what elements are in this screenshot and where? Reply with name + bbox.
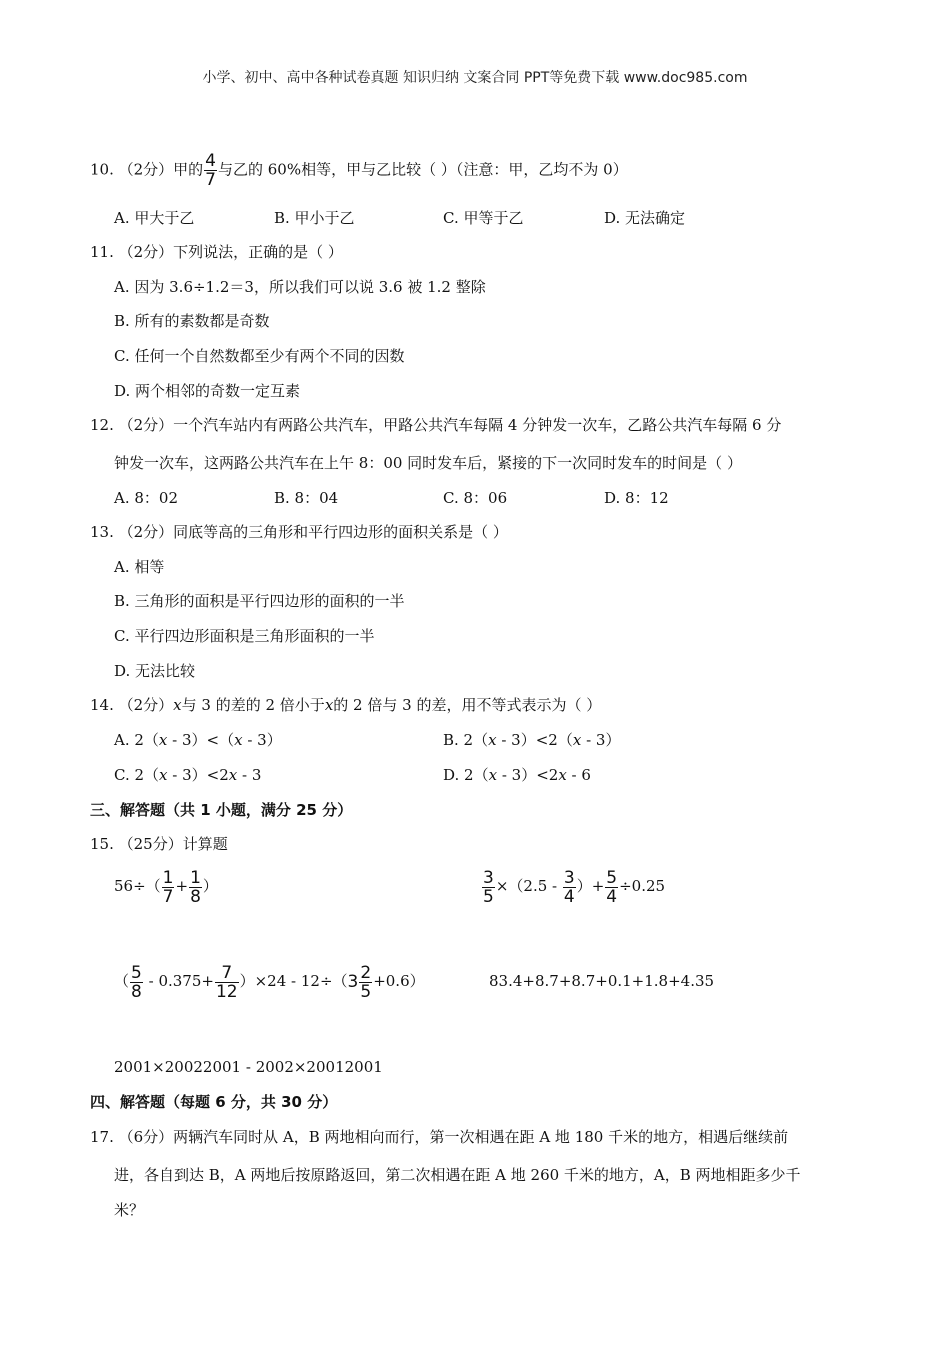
fraction <box>204 152 217 189</box>
q15-expression-1 <box>114 866 218 906</box>
fraction <box>563 869 576 906</box>
variable-x: x <box>159 766 168 784</box>
expr-text: +0.6） <box>373 972 425 990</box>
page-header: 小学、初中、高中各种试卷真题 知识归纳 文案合同 PPT等免费下载 www.doc985.com <box>202 70 748 86</box>
option-text: C. 2（ <box>114 766 160 784</box>
q11-option-c: C. 任何一个自然数都至少有两个不同的因数 <box>114 347 405 365</box>
question-17-line-2: 进，各自到达 B，A 两地后按原路返回，第二次相遇在距 A 地 260 千米的地方，A，B 两地相距多少千 <box>114 1166 801 1184</box>
expr-text: ÷0.25 <box>619 877 666 895</box>
section-4-title: 四、解答题（每题 6 分，共 30 分） <box>90 1093 338 1111</box>
fraction-numerator: 3 <box>563 867 575 888</box>
q12-option-a: A. 8：02 <box>114 489 178 507</box>
option-text: - 3）<2（ <box>496 731 573 749</box>
fraction-numerator: 1 <box>162 867 174 888</box>
q11-option-a: A. 因为 3.6÷1.2＝3，所以我们可以说 3.6 被 1.2 整除 <box>114 278 486 296</box>
option-text: B. 2（ <box>443 731 489 749</box>
option-text: - 3） <box>242 731 282 749</box>
q15-expression-5: 2001×20022001 - 2002×20012001 <box>114 1058 383 1076</box>
variable-x: x <box>488 766 498 784</box>
fraction-denominator: 4 <box>606 886 618 907</box>
q15-expression-4: 83.4+8.7+8.7+0.1+1.8+4.35 <box>489 972 715 990</box>
q12-option-b: B. 8：04 <box>274 489 339 507</box>
q14-option-c <box>114 765 261 785</box>
variable-x: x <box>572 731 582 749</box>
fraction-denominator: 7 <box>162 886 174 907</box>
fraction-numerator: 2 <box>360 962 372 983</box>
question-12-line-2: 钟发一次车，这两路公共汽车在上午 8：00 同时发车后，紧接的下一次同时发车的时间是（ ） <box>114 454 742 472</box>
q10-option-a: A. 甲大于乙 <box>114 209 195 227</box>
expr-text: ×（2.5 - <box>495 877 562 895</box>
expr-text: ）×24 - 12÷（ <box>239 972 348 990</box>
option-text: D. 2（ <box>443 766 489 784</box>
question-14-stem <box>90 695 601 715</box>
option-text: - 3）<2 <box>497 766 559 784</box>
expr-text: ）+ <box>576 877 605 895</box>
fraction-numerator: 7 <box>215 964 239 983</box>
question-17-line-1: 17. （6分）两辆汽车同时从 A，B 两地相向而行，第一次相遇在距 A 地 180 千米的地方，相遇后继续前 <box>90 1128 789 1146</box>
q10-option-c: C. 甲等于乙 <box>443 209 524 227</box>
fraction-denominator: 8 <box>190 886 201 907</box>
q10-option-d: D. 无法确定 <box>604 209 686 227</box>
fraction-numerator: 5 <box>606 867 618 888</box>
expr-text: - 0.375+ <box>143 972 214 990</box>
fraction <box>215 964 239 1001</box>
question-17-line-3: 米？ <box>114 1201 145 1219</box>
q10-option-b: B. 甲小于乙 <box>274 209 355 227</box>
variable-x: x <box>173 696 182 714</box>
option-text: - 3） <box>581 731 621 749</box>
q12-option-d: D. 8：12 <box>604 489 669 507</box>
fraction <box>162 869 175 906</box>
q13-option-a: A. 相等 <box>114 558 165 576</box>
q14-option-a <box>114 730 282 750</box>
option-text: - 3）<2 <box>167 766 229 784</box>
fraction-denominator: 7 <box>205 170 216 190</box>
fraction <box>605 869 618 906</box>
fraction <box>130 964 143 1001</box>
q14-text-tail: 的 2 倍与 3 的差，用不等式表示为（ ） <box>333 696 602 714</box>
option-text: A. 2（ <box>114 731 159 749</box>
fraction-denominator: 8 <box>131 981 142 1002</box>
question-11-stem: 11. （2分）下列说法，正确的是（ ） <box>90 243 343 261</box>
fraction <box>482 869 495 906</box>
q13-option-b: B. 三角形的面积是平行四边形的面积的一半 <box>114 592 405 610</box>
fraction-denominator: 4 <box>563 886 575 907</box>
option-text: - 6 <box>566 766 591 784</box>
expr-text: ） <box>202 877 218 895</box>
question-10-stem <box>90 152 628 189</box>
variable-x: x <box>228 766 238 784</box>
variable-x: x <box>324 696 334 714</box>
question-13-stem: 13. （2分）同底等高的三角形和平行四边形的面积关系是（ ） <box>90 523 508 541</box>
q15-expression-2 <box>481 866 665 906</box>
fraction-denominator: 5 <box>360 981 372 1002</box>
question-12-line-1: 12. （2分）一个汽车站内有两路公共汽车，甲路公共汽车每隔 4 分钟发一次车，乙路公共汽车每隔 6 分 <box>90 416 782 434</box>
q14-number: 14. （2分） <box>90 696 174 714</box>
fraction <box>189 869 202 906</box>
q14-option-b <box>443 730 620 750</box>
variable-x: x <box>558 766 567 784</box>
expr-text: + <box>175 877 189 895</box>
q14-text-mid: 与 3 的差的 2 倍小于 <box>181 696 325 714</box>
q14-option-d <box>443 765 591 785</box>
fraction-denominator: 5 <box>483 886 494 907</box>
q10-text-pre: 10. （2分）甲的 <box>90 160 204 179</box>
variable-x: x <box>488 731 497 749</box>
fraction-denominator: 12 <box>215 981 238 1002</box>
option-text: - 3）<（ <box>167 731 235 749</box>
mixed-number-whole: 3 <box>347 972 359 992</box>
q13-option-d: D. 无法比较 <box>114 662 196 680</box>
variable-x: x <box>158 731 168 749</box>
option-text: - 3 <box>237 766 262 784</box>
q15-expression-3 <box>114 961 425 1002</box>
variable-x: x <box>234 731 243 749</box>
q13-option-c: C. 平行四边形面积是三角形面积的一半 <box>114 627 375 645</box>
question-15-stem: 15. （25分）计算题 <box>90 835 228 853</box>
fraction-numerator: 4 <box>205 151 216 171</box>
fraction-numerator: 1 <box>190 867 201 888</box>
fraction-numerator: 3 <box>483 867 494 888</box>
q10-text-post: 与乙的 60%相等，甲与乙比较（ ）（注意：甲，乙均不为 0） <box>218 160 628 179</box>
q11-option-b: B. 所有的素数都是奇数 <box>114 312 270 330</box>
expr-text: 56÷（ <box>114 877 161 895</box>
q12-option-c: C. 8：06 <box>443 489 508 507</box>
q11-option-d: D. 两个相邻的奇数一定互素 <box>114 382 301 400</box>
fraction <box>359 964 372 1001</box>
fraction-numerator: 5 <box>131 962 142 983</box>
section-3-title: 三、解答题（共 1 小题，满分 25 分） <box>90 801 353 819</box>
expr-text: （ <box>114 972 130 990</box>
